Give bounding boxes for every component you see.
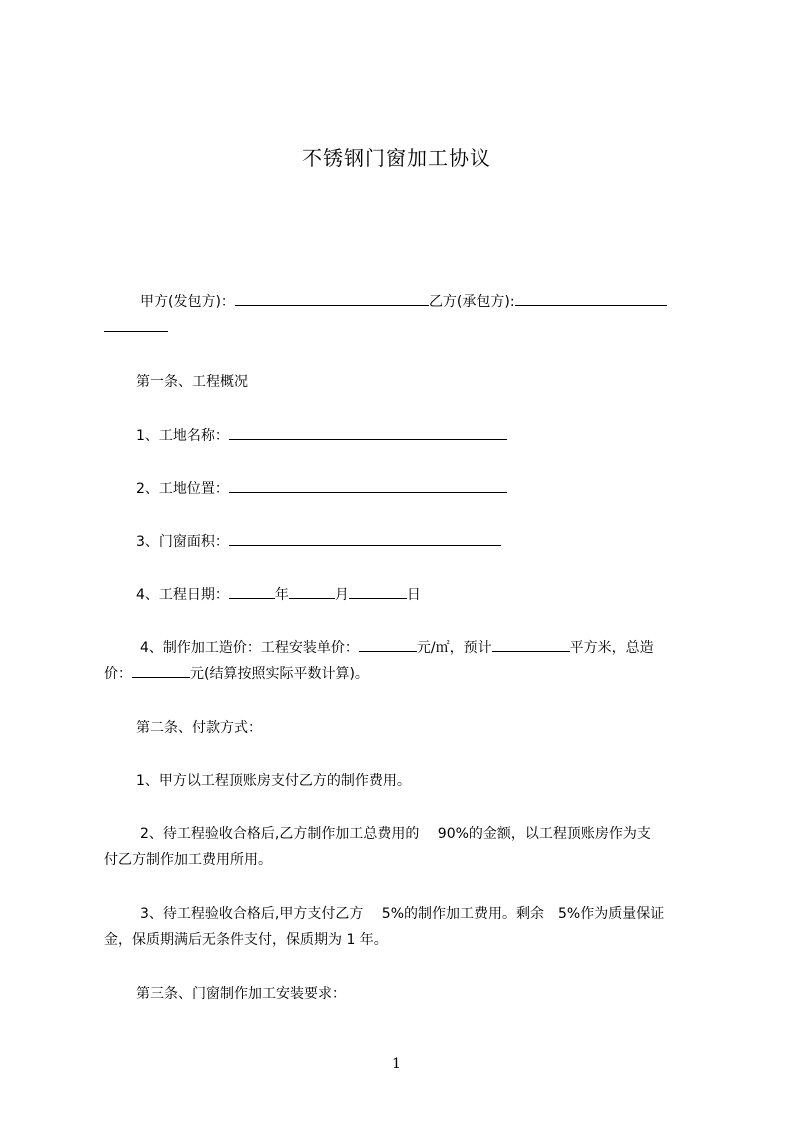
- date-line: [136, 585, 421, 605]
- party-a-blank[interactable]: [235, 292, 429, 306]
- section1-heading: 第一条、工程概况: [136, 374, 248, 390]
- month-label: 月: [334, 587, 349, 603]
- price-unit: 元/㎡，预计: [416, 640, 492, 656]
- price-line-1: [140, 638, 654, 658]
- payment-item-3-line-1: 3、待工程验收合格后,甲方支付乙方 5%的制作加工费用。剩余 5%作为质量保证: [140, 906, 665, 922]
- section2-heading: 第二条、付款方式：: [136, 720, 262, 736]
- window-area-blank[interactable]: [229, 532, 501, 546]
- total-price-blank[interactable]: [132, 664, 190, 678]
- estimated-area-blank[interactable]: [492, 638, 570, 652]
- year-label: 年: [274, 587, 289, 603]
- page-number: 1: [392, 1056, 401, 1072]
- payment-item-3-line-2: 金，保质期满后无条件支付，保质期为 1 年。: [104, 932, 388, 948]
- unit-price-blank[interactable]: [359, 638, 417, 652]
- site-location-label: 2、工地位置：: [136, 481, 229, 497]
- window-area-label: 3、门窗面积：: [136, 534, 229, 550]
- section3-heading: 第三条、门窗制作加工安装要求：: [136, 986, 346, 1002]
- parties-line: [140, 292, 667, 312]
- payment-item-2-line-2: 付乙方制作加工费用所用。: [104, 852, 272, 868]
- site-location-line: [136, 479, 507, 499]
- price-line2-prefix: 价：: [104, 666, 132, 682]
- month-blank[interactable]: [289, 585, 335, 599]
- date-label: 4、工程日期：: [136, 587, 229, 603]
- payment-item-2-line-1: 2、待工程验收合格后,乙方制作加工总费用的 90%的金额，以工程顶账房作为支: [140, 826, 651, 842]
- document-title: 不锈钢门窗加工协议: [302, 146, 491, 170]
- site-name-line: [136, 426, 507, 446]
- party-b-blank-wrap[interactable]: [104, 318, 168, 332]
- site-name-blank[interactable]: [229, 426, 507, 440]
- site-name-label: 1、工地名称：: [136, 428, 229, 444]
- year-blank[interactable]: [229, 585, 275, 599]
- party-b-blank[interactable]: [515, 292, 667, 306]
- party-b-label: 乙方(承包方):: [428, 294, 515, 310]
- party-a-label: 甲方(发包方)：: [140, 294, 235, 310]
- party-b-blank-continued: [104, 318, 168, 338]
- site-location-blank[interactable]: [229, 479, 507, 493]
- price-line2-suffix: 元(结算按照实际平数计算)。: [190, 666, 369, 682]
- price-area-text: 平方米，总造: [569, 640, 654, 656]
- price-line-2: [104, 664, 369, 684]
- window-area-line: [136, 532, 501, 552]
- payment-item-1: 1、甲方以工程顶账房支付乙方的制作费用。: [136, 773, 411, 789]
- day-label: 日: [406, 587, 421, 603]
- price-prefix: 4、制作加工造价：工程安装单价：: [140, 640, 359, 656]
- day-blank[interactable]: [349, 585, 407, 599]
